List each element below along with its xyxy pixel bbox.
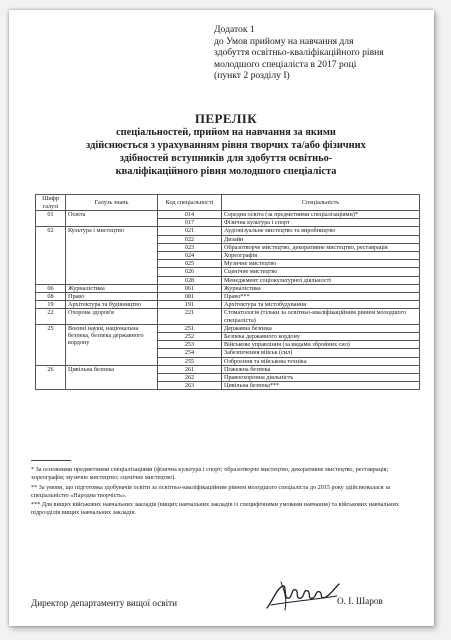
footnotes bbox=[31, 460, 417, 519]
spec-name-cell: Озброєння та військова техніка bbox=[222, 357, 420, 365]
footnote: ** За умови, що підготовка здобувачів освіти за освітньо-кваліфікаційним рівнем молодшого спеціаліста до 2015 року здійснювалася за спеціальністю «Народна творчість». bbox=[31, 483, 391, 499]
table-header-row bbox=[36, 195, 420, 211]
signature-block bbox=[31, 584, 421, 614]
spec-name-cell: Військове управління (за видами збройних сил) bbox=[222, 341, 420, 349]
spec-code-cell: 022 bbox=[158, 235, 222, 243]
header-spec-code: Код спеціальності bbox=[158, 195, 222, 211]
spec-name-cell: Забезпечення військ (сил) bbox=[222, 349, 420, 357]
spec-name-cell: Сценічне мистецтво bbox=[222, 268, 420, 276]
spec-code-cell: 023 bbox=[158, 243, 222, 251]
field-name-cell: Архітектура та будівництво bbox=[66, 301, 158, 309]
field-name-cell: Охорона здоров'я bbox=[66, 309, 158, 324]
spec-code-cell: 017 bbox=[158, 219, 222, 227]
signatory-name: О. І. Шаров bbox=[337, 596, 383, 606]
title-heading: ПЕРЕЛІК bbox=[194, 111, 258, 126]
appendix-line: Додаток 1 bbox=[214, 24, 255, 35]
spec-code-cell: 026 bbox=[158, 268, 222, 276]
spec-code-cell: 014 bbox=[158, 211, 222, 219]
field-code-cell: 22 bbox=[36, 309, 66, 324]
spec-name-cell: Цивільна безпека*** bbox=[222, 382, 420, 390]
spec-code-cell: 024 bbox=[158, 252, 222, 260]
specialties-table bbox=[35, 194, 420, 390]
table-row bbox=[36, 324, 420, 332]
spec-code-cell: 253 bbox=[158, 341, 222, 349]
spec-code-cell: 021 bbox=[158, 227, 222, 235]
spec-name-cell: Стоматологія (тільки за освітньо-кваліфікаційним рівнем молодшого спеціаліста) bbox=[222, 309, 420, 324]
field-code-cell: 08 bbox=[36, 293, 66, 301]
signatory-title: Директор департаменту вищої освіти bbox=[31, 598, 178, 608]
field-name-cell: Освіта bbox=[66, 211, 158, 227]
spec-code-cell: 262 bbox=[158, 374, 222, 382]
document-page bbox=[9, 10, 434, 626]
title-lines bbox=[31, 126, 421, 178]
spec-code-cell: 221 bbox=[158, 309, 222, 324]
spec-name-cell: Дизайн bbox=[222, 235, 420, 243]
spec-code-cell: 028 bbox=[158, 276, 222, 284]
field-code-cell: 06 bbox=[36, 284, 66, 292]
document-title bbox=[31, 112, 421, 178]
title-line: спеціальностей, прийом на навчання за якими bbox=[116, 127, 336, 138]
footnote: * За основними предметними спеціалізаціями (фізична культура і спорт; образотворче мистецтво, декоративне мистецтво, реставрація; хореографія; музичне мистецтво; сценічне мистецтво). bbox=[31, 466, 389, 482]
handwritten-signature bbox=[263, 578, 343, 614]
spec-code-cell: 261 bbox=[158, 365, 222, 373]
footnote-divider bbox=[31, 460, 71, 461]
field-code-cell: 01 bbox=[36, 211, 66, 227]
table-row bbox=[36, 309, 420, 324]
field-name-cell: Право bbox=[66, 293, 158, 301]
spec-code-cell: 255 bbox=[158, 357, 222, 365]
field-name-cell: Культура і мистецтво bbox=[66, 227, 158, 284]
title-line: кваліфікаційного рівня молодшого спеціаліста bbox=[115, 166, 337, 177]
spec-code-cell: 263 bbox=[158, 382, 222, 390]
field-code-cell: 25 bbox=[36, 324, 66, 365]
spec-name-cell: Безпека державного кордону bbox=[222, 333, 420, 341]
table-row bbox=[36, 365, 420, 373]
spec-name-cell: Пожежна безпека bbox=[222, 365, 420, 373]
spec-code-cell: 254 bbox=[158, 349, 222, 357]
footnote: *** Для вищих військових навчальних закладів (вищих навчальних закладів із специфічними умовами навчання) та військових навчальних підрозділів вищих навчальних закладів. bbox=[31, 501, 400, 517]
spec-name-cell: Хореографія bbox=[222, 252, 420, 260]
appendix-line: молодшого спеціаліста в 2017 році bbox=[214, 58, 357, 70]
footnote-list bbox=[31, 466, 417, 518]
spec-name-cell: Середня освіта (за предметними спеціалізаціями)* bbox=[222, 211, 420, 219]
spec-code-cell: 191 bbox=[158, 301, 222, 309]
table-body bbox=[36, 211, 420, 390]
spec-name-cell: Журналістика bbox=[222, 284, 420, 292]
spec-name-cell: Правоохоронна діяльність bbox=[222, 374, 420, 382]
spec-name-cell: Фізична культура і спорт bbox=[222, 219, 420, 227]
header-field-code: Шифр галузі bbox=[36, 195, 66, 211]
field-name-cell: Воєнні науки, національна безпека, безпека державного кордону bbox=[66, 324, 158, 365]
table-row bbox=[36, 227, 420, 235]
spec-code-cell: 025 bbox=[158, 260, 222, 268]
spec-code-cell: 081 bbox=[158, 293, 222, 301]
spec-code-cell: 061 bbox=[158, 284, 222, 292]
header-field-name: Галузь знань bbox=[66, 195, 158, 211]
spec-name-cell: Образотворче мистецтво, декоративне мистецтво, реставрація bbox=[222, 243, 420, 251]
spec-name-cell: Державна безпека bbox=[222, 324, 420, 332]
table-row bbox=[36, 284, 420, 292]
appendix-line: (пункт 2 розділу І) bbox=[214, 70, 290, 82]
title-line: здійснюється з урахуванням рівня творчих та/або фізичних bbox=[86, 140, 366, 151]
spec-name-cell: Архітектура та містобудування bbox=[222, 301, 420, 309]
spec-name-cell: Менеджмент соціокультурної діяльності bbox=[222, 276, 420, 284]
title-line: здібностей вступників для здобуття освітньо- bbox=[119, 153, 333, 164]
field-code-cell: 19 bbox=[36, 301, 66, 309]
appendix-line: до Умов прийому на навчання для bbox=[214, 35, 354, 47]
spec-code-cell: 252 bbox=[158, 333, 222, 341]
header-spec-name: Спеціальність bbox=[222, 195, 420, 211]
table-row bbox=[36, 301, 420, 309]
spec-code-cell: 251 bbox=[158, 324, 222, 332]
spec-name-cell: Право*** bbox=[222, 293, 420, 301]
table-row bbox=[36, 211, 420, 219]
field-code-cell: 02 bbox=[36, 227, 66, 284]
spec-name-cell: Аудіовізуальне мистецтво та виробництво bbox=[222, 227, 420, 235]
appendix-line: здобуття освітньо-кваліфікаційного рівня bbox=[214, 47, 384, 59]
field-name-cell: Цивільна безпека bbox=[66, 365, 158, 390]
appendix-header bbox=[214, 24, 414, 82]
field-code-cell: 26 bbox=[36, 365, 66, 390]
field-name-cell: Журналістика bbox=[66, 284, 158, 292]
spec-name-cell: Музичне мистецтво bbox=[222, 260, 420, 268]
table-row bbox=[36, 293, 420, 301]
